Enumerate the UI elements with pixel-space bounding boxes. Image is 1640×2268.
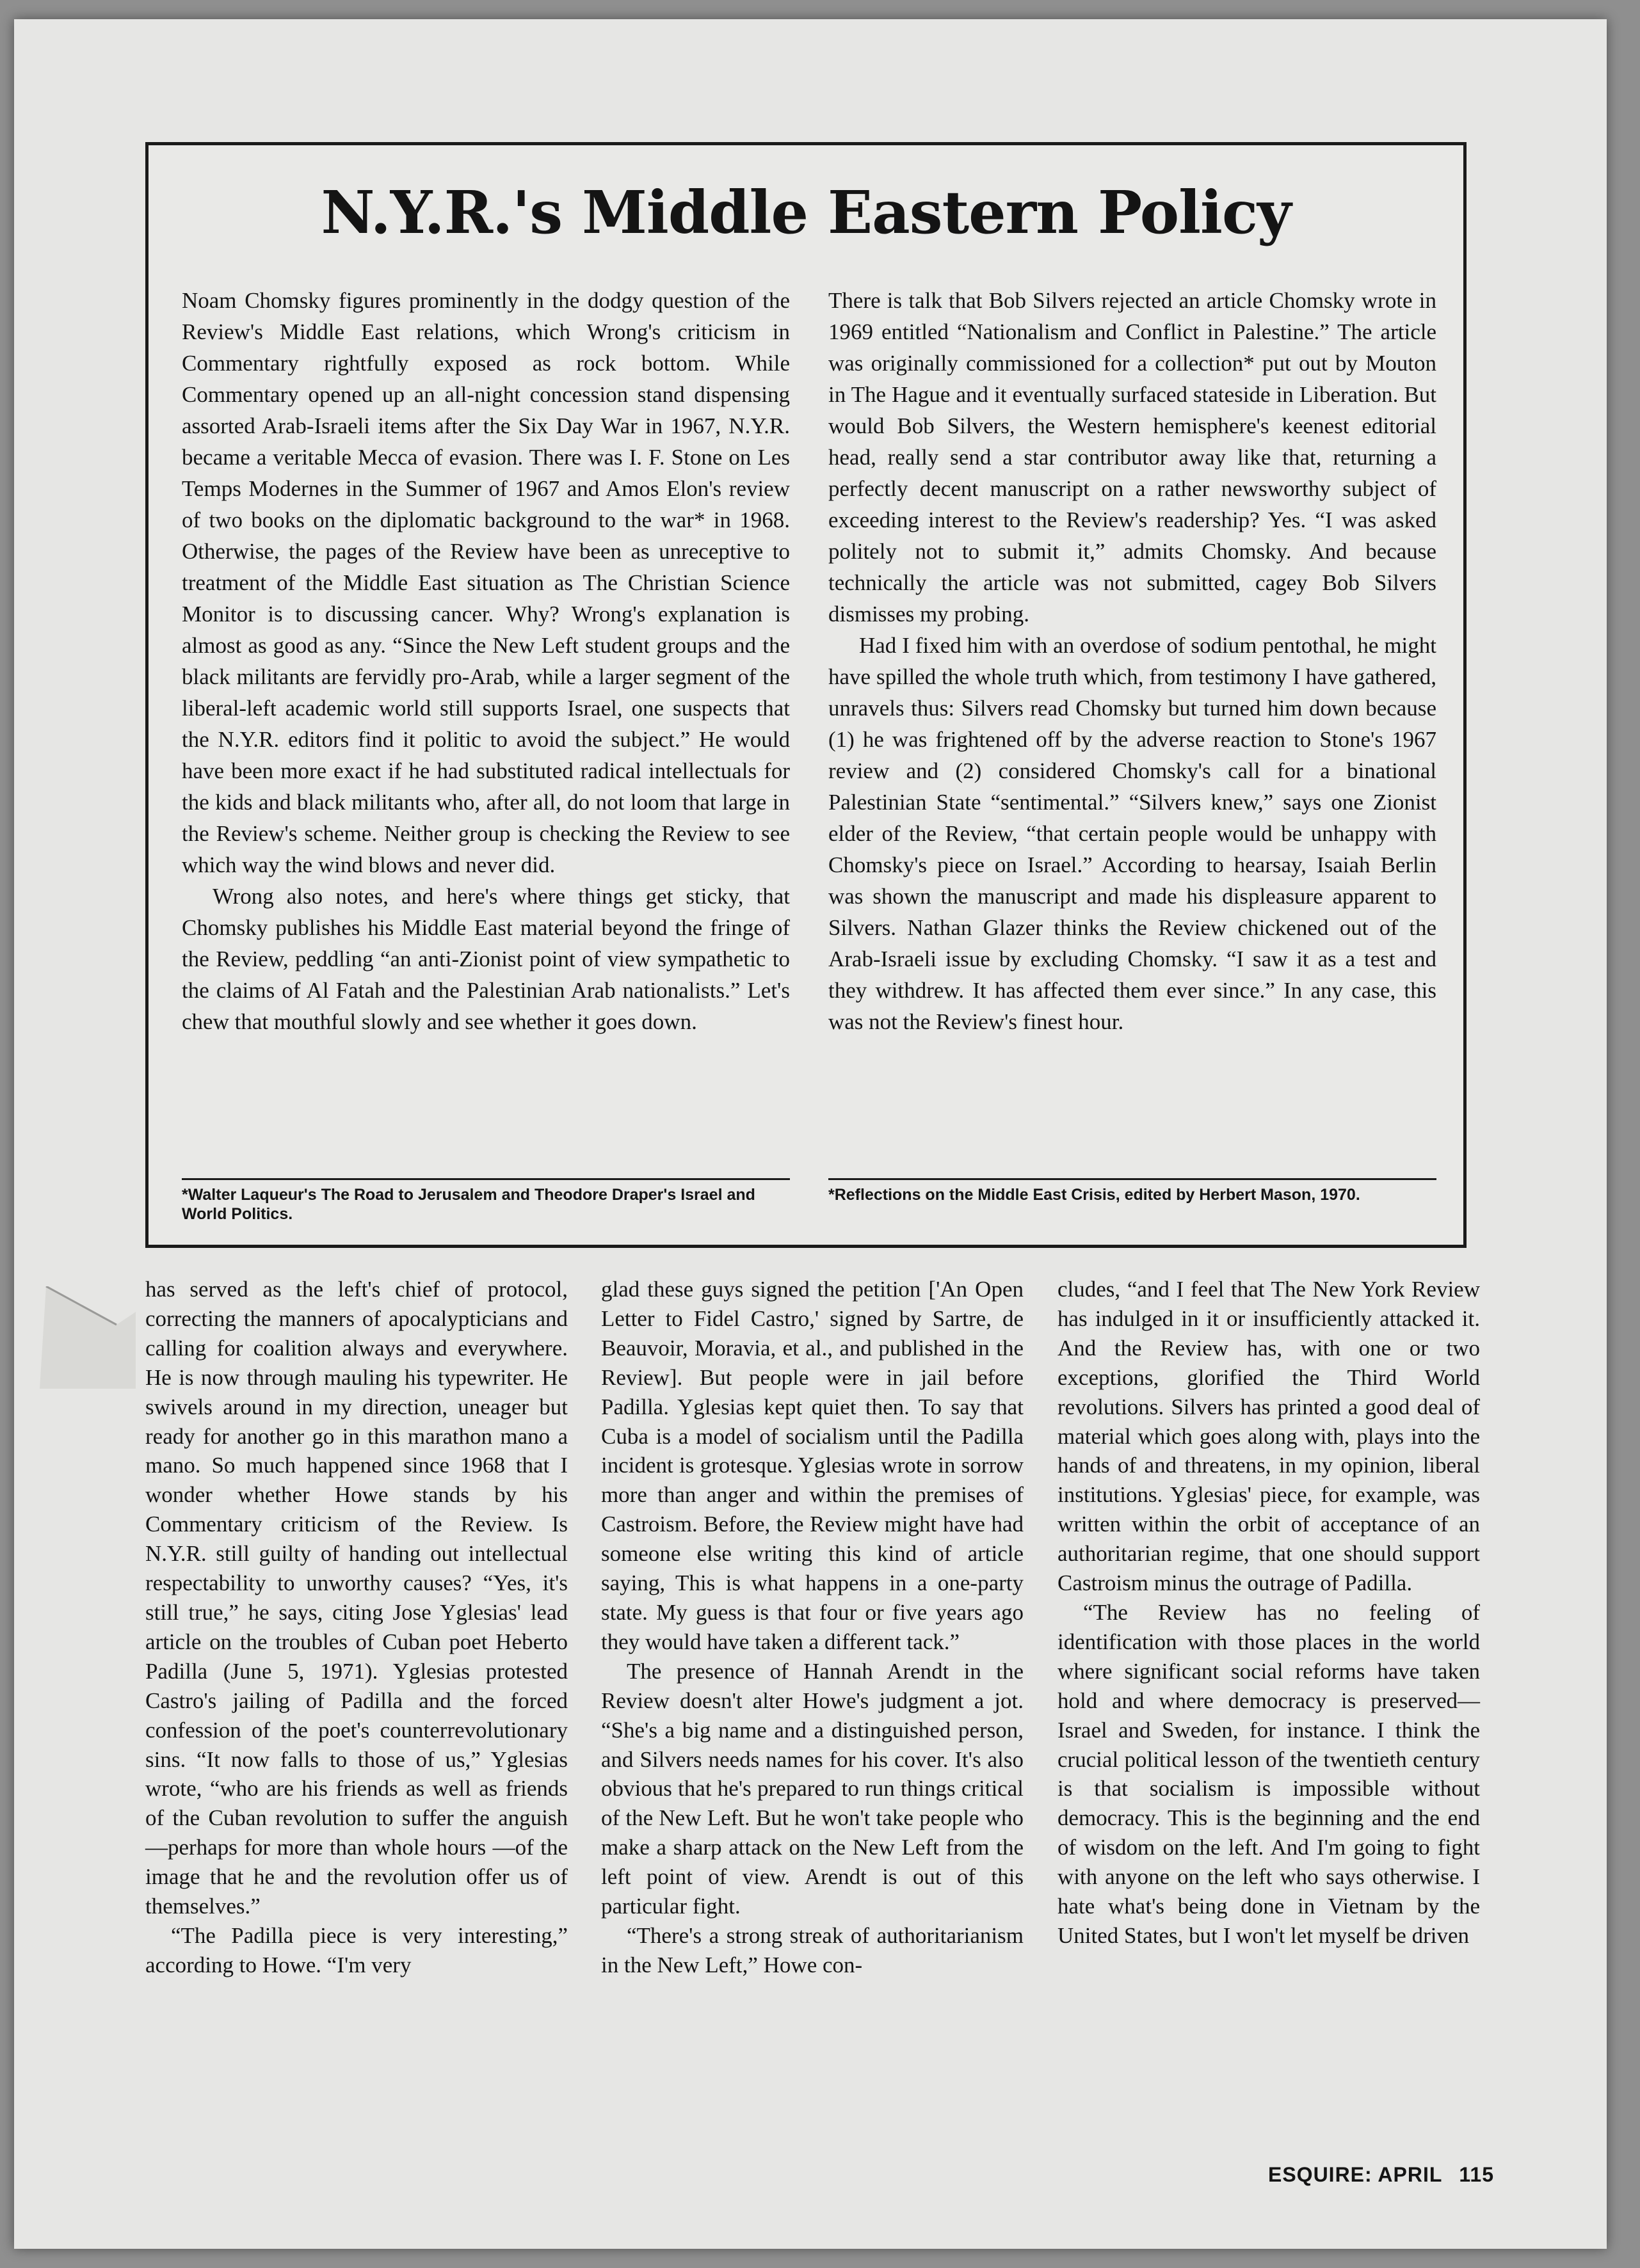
article-paragraph: “The Review has no feeling of identification with those places in the world where significant social reforms have taken hold and where democracy is preserved—Israel and Sweden, for instance. I think the crucial political lesson of the twentieth century is that socialism is impossible without democracy. This is the beginning and the end of wisdom on the left. And I'm going to fight with anyone on the left who says otherwise. I hate what's being done in Vietnam by the United States, but I won't let myself be driven (1057, 1599, 1480, 1948)
article-column-3 (1057, 1275, 1480, 1951)
sidebar-left-column (182, 285, 790, 1037)
magazine-issue: ESQUIRE: APRIL (1267, 2163, 1443, 2186)
page-folio (1064, 2163, 1494, 2187)
article-column-1 (145, 1275, 568, 1980)
article-paragraph: “There's a strong streak of authoritarianism in the New Left,” Howe con- (601, 1922, 1024, 1977)
article-paragraph: The presence of Hannah Arendt in the Review doesn't alter Howe's judgment a jot. “She's a big name and a distinguished person, and Silvers needs names for his cover. It's also obvious that he's prepared to run things critical of the New Left. But he won't take people who make a sharp attack on the New Left from the left point of view. Arendt is out of this particular fight. (601, 1658, 1024, 1919)
article-paragraph: glad these guys signed the petition ['An Open Letter to Fidel Castro,' signed by Sartre, de Beauvoir, Moravia, et al., and published in the Review]. But people were in jail before Padilla. Yglesias kept quiet then. To say that Cuba is a model of socialism until the Padilla incident is grotesque. Yglesias wrote in sorrow more than anger and within the premises of Castroism. Before, the Review might have had someone else writing this kind of article saying, This is what happens in a one-party state. My guess is that four or five years ago they would have taken a different tack.” (601, 1277, 1024, 1654)
footnote-right: *Reflections on the Middle East Crisis, edited by Herbert Mason, 1970. (828, 1178, 1436, 1204)
sidebar-paragraph: Wrong also notes, and here's where things get sticky, that Chomsky publishes his Middle East material beyond the fringe of the Review, peddling “an anti-Zionist point of view sympathetic to the claims of Al Fatah and the Palestinian Arab nationalists.” Let's chew that mouthful slowly and see whether it goes down. (182, 884, 790, 1034)
sidebar-paragraph: Had I fixed him with an overdose of sodium pentothal, he might have spilled the whole truth which, from testimony I have gathered, unravels thus: Silvers read Chomsky but turned him down because (1) he was frightened off by the adverse reaction to Stone's 1967 review and (2) considered Chomsky's call for a binational Palestinian State “sentimental.” “Silvers knew,” says one Zionist elder of the Review, “that certain people would be unhappy with Chomsky's piece on Israel.” According to hearsay, Isaiah Berlin was shown the manuscript and made his displeasure apparent to Silvers. Nathan Glazer thinks the Review chickened out of the Arab-Israeli issue by excluding Chomsky. “I saw it as a test and they withdrew. It has affected them ever since.” In any case, this was not the Review's finest hour. (828, 633, 1436, 1034)
sidebar-right-column (828, 285, 1436, 1037)
article-paragraph: “The Padilla piece is very interesting,” according to Howe. “I'm very (145, 1922, 568, 1977)
article-paragraph: cludes, “and I feel that The New York Review has indulged in it or insufficiently attacked it. And the Review has, with one or two exceptions, glorified the Third World revolutions. Silvers has printed a good deal of material which goes along with, plays into the hands of and threatens, in my opinion, liberal institutions. Yglesias' piece, for example, was written within the orbit of acceptance of an authoritarian regime, that one should support Castroism minus the outrage of Padilla. (1057, 1277, 1480, 1596)
sidebar-title: N.Y.R.'s Middle Eastern Policy (321, 178, 1291, 247)
article-paragraph: has served as the left's chief of protocol, correcting the manners of apocalypticians and calling for coalition always and everywhere. He is now through mauling his typewriter. He swivels around in my direction, uneager but ready for another go in this marathon mano a mano. So much happened since 1968 that I wonder whether Howe stands by his Commentary criticism of the Review. Is N.Y.R. still guilty of handing out intellectual respectability to unworthy causes? “Yes, it's still true,” he says, citing Jose Yglesias' lead article on the troubles of Cuban poet Heberto Padilla (June 5, 1971). Yglesias protested Castro's jailing of Padilla and the forced confession of the poet's counterrevolutionary sins. “It now falls to those of us,” Yglesias wrote, “who are his friends as well as friends of the Cuban revolution to suffer the anguish —perhaps for more than whole hours —of the image that he and the revolution offer us of themselves.” (145, 1277, 568, 1919)
sidebar-paragraph: There is talk that Bob Silvers rejected an article Chomsky wrote in 1969 entitled “Nationalism and Conflict in Palestine.” The article was originally commissioned for a collection* put out by Mouton in The Hague and it eventually surfaced stateside in Liberation. But would Bob Silvers, the Western hemisphere's keenest editorial head, really send a star contributor away like that, returning a perfectly decent manuscript on a rather newsworthy subject of exceeding interest to the Review's readership? Yes. “I was asked politely not to submit it,” admits Chomsky. And because technically the article was not submitted, cagey Bob Silvers dismisses my probing. (828, 288, 1436, 627)
magazine-page (14, 19, 1607, 2249)
sidebar-box (145, 142, 1467, 1248)
sidebar-paragraph: Noam Chomsky figures prominently in the dodgy question of the Review's Middle East relations, which Wrong's criticism in Commentary rightfully exposed as rock bottom. While Commentary opened up an all-night concession stand dispensing assorted Arab-Israeli items after the Six Day War in 1967, N.Y.R. became a veritable Mecca of evasion. There was I. F. Stone on Les Temps Modernes in the Summer of 1967 and Amos Elon's review of two books on the diplomatic background to the war* in 1968. Otherwise, the pages of the Review have been as unreceptive to treatment of the Middle East situation as The Christian Science Monitor is to discussing cancer. Why? Wrong's explanation is almost as good as any. “Since the New Left student groups and the black militants are fervidly pro-Arab, while a larger segment of the liberal-left academic world still supports Israel, one suspects that the N.Y.R. editors find it politic to avoid the subject.” He would have been more exact if he had substituted radical intellectuals for the kids and black militants who, after all, do not loom that large in the Review's scheme. Neither group is checking the Review to see which way the wind blows and never did. (182, 288, 790, 877)
page-number: 115 (1459, 2163, 1494, 2186)
torn-corner-icon (40, 1286, 136, 1389)
footnote-left: *Walter Laqueur's The Road to Jerusalem and Theodore Draper's Israel and World Politics. (182, 1178, 790, 1224)
article-column-2 (601, 1275, 1024, 1980)
